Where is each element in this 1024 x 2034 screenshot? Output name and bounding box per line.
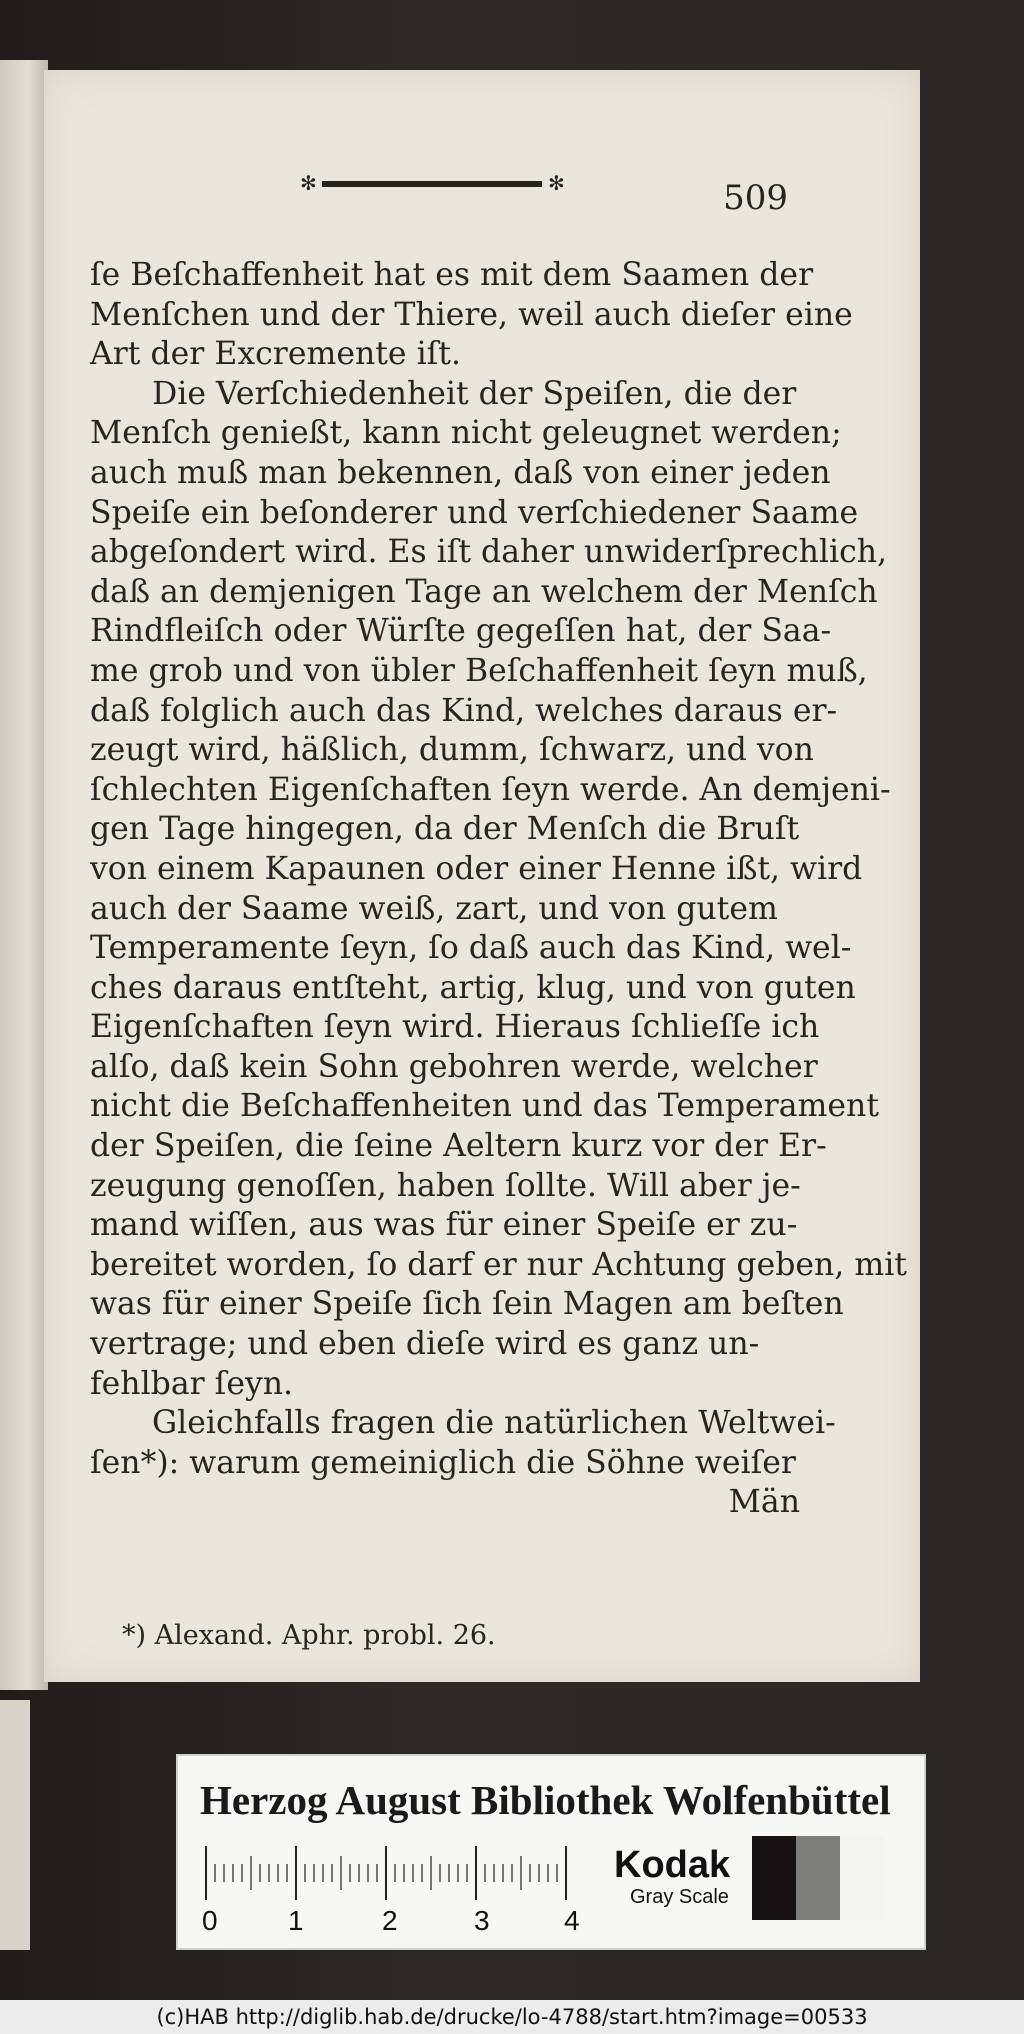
kodak-logo: Kodak xyxy=(614,1844,731,1886)
scale-label: 0 xyxy=(202,1905,218,1936)
previous-page-edge xyxy=(0,60,48,1690)
text-line: mand wiſſen, aus was für einer Speiſe er zu- xyxy=(90,1207,798,1244)
text-line: bereitet worden, ſo darf er nur Achtung geben, mit xyxy=(90,1246,907,1283)
text-line: fehlbar ſeyn. xyxy=(90,1365,294,1402)
footnote: *) Alexand. Aphr. probl. 26. xyxy=(122,1620,496,1651)
text-line: von einem Kapaunen oder einer Henne ißt, wird xyxy=(90,850,863,887)
text-line: der Speiſen, die ſeine Aeltern kurz vor der Er- xyxy=(90,1128,827,1165)
ornament-rule-icon xyxy=(300,171,570,195)
gray-patch-white xyxy=(840,1836,884,1920)
text-line: auch muß man bekennen, daß von einer jeden xyxy=(90,454,831,491)
ruler-ticks xyxy=(206,1846,566,1900)
text-line: auch der Saame weiß, zart, und von gutem xyxy=(90,890,778,927)
svg-text:✻: ✻ xyxy=(300,171,317,195)
text-line: Die Verſchiedenheit der Speiſen, die der xyxy=(152,375,797,412)
text-line: me grob und von übler Beſchaffenheit ſeyn muß, xyxy=(90,652,868,689)
gray-patch-mid xyxy=(796,1836,840,1920)
text-line: ſe Beſchaffenheit hat es mit dem Saamen der xyxy=(90,257,814,293)
text-line: alſo, daß kein Sohn gebohren werde, welcher xyxy=(90,1048,818,1085)
text-line: zeugung genoſſen, haben ſollte. Will aber je- xyxy=(90,1167,801,1204)
text-line: daß an demjenigen Tage an welchem der Menſch xyxy=(90,573,878,610)
text-line: Rindfleiſch oder Würſte gegeſſen hat, der Saa- xyxy=(90,613,832,650)
text-line: daß folglich auch das Kind, welches daraus er- xyxy=(90,692,838,729)
text-line: nicht die Beſchaffenheiten und das Temperament xyxy=(90,1088,879,1125)
text-line: was für einer Speiſe ſich ſein Magen am beſten xyxy=(90,1286,844,1323)
text-line: Menſch genießt, kann nicht geleugnet werden; xyxy=(90,415,842,452)
book-page xyxy=(44,70,920,1682)
text-line: ſchlechten Eigenſchaften ſeyn werde. An demjeni- xyxy=(90,771,891,808)
page-header xyxy=(44,70,920,218)
text-line: vertrage; und eben dieſe wird es ganz un- xyxy=(90,1326,760,1363)
body-text xyxy=(90,256,907,1523)
color-calibration-card xyxy=(176,1754,926,1950)
catchword: Män xyxy=(728,1484,800,1521)
scale-label: 3 xyxy=(474,1905,490,1936)
text-line: abgeſondert wird. Es iſt daher unwiderſprechlich, xyxy=(90,534,888,571)
text-line: zeugt wird, häßlich, dumm, ſchwarz, und von xyxy=(90,732,814,769)
scale-label: 1 xyxy=(288,1905,304,1936)
text-line: Eigenſchaften ſeyn wird. Hieraus ſchlieſſe ich xyxy=(90,1009,820,1046)
page-number: 509 xyxy=(723,178,788,218)
text-line: ſen*): warum gemeiniglich die Söhne weiſer xyxy=(90,1444,796,1481)
scale-label: 4 xyxy=(564,1905,580,1936)
text-line: Temperamente ſeyn, ſo daß auch das Kind, wel- xyxy=(90,930,852,967)
scale-label: 2 xyxy=(382,1905,398,1936)
library-name: Herzog August Bibliothek Wolfenbüttel xyxy=(200,1777,891,1823)
gray-scale-label: Gray Scale xyxy=(630,1886,729,1908)
previous-page-lower-edge xyxy=(0,1700,30,1950)
text-line: gen Tage hingegen, da der Menſch die Bruſt xyxy=(90,811,800,848)
gray-patch-black xyxy=(752,1836,796,1920)
svg-text:✻: ✻ xyxy=(548,171,565,195)
text-line: ches daraus entſteht, artig, klug, und von guten xyxy=(90,969,856,1006)
scale-ruler xyxy=(202,1846,582,1936)
copyright-footer: (c)HAB http://diglib.hab.de/drucke/lo-4788/start.htm?image=00533 xyxy=(0,2000,1024,2034)
text-line: Gleichfalls fragen die natürlichen Weltwei- xyxy=(152,1405,836,1442)
text-line: Speiſe ein beſonderer und verſchiedener Saame xyxy=(90,494,859,531)
text-line: Menſchen und der Thiere, weil auch dieſer eine xyxy=(90,296,853,333)
text-line: Art der Excremente iſt. xyxy=(90,336,461,373)
